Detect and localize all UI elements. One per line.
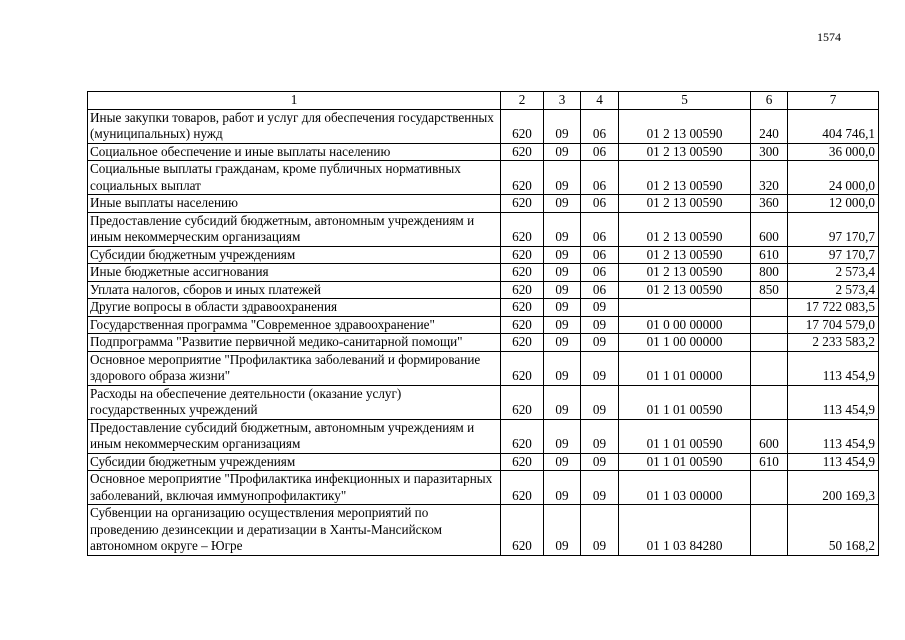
cell-expense-type bbox=[751, 505, 788, 556]
cell-expense-type bbox=[751, 334, 788, 352]
cell-subsection: 06 bbox=[581, 161, 619, 195]
cell-expense-type: 320 bbox=[751, 161, 788, 195]
table-row bbox=[88, 299, 879, 317]
cell-target-article bbox=[619, 299, 751, 317]
row-name: Основное мероприятие "Профилактика заболеваний и формирование здорового образа жизни" bbox=[88, 351, 501, 385]
cell-section: 09 bbox=[544, 109, 581, 143]
cell-target-article: 01 2 13 00590 bbox=[619, 109, 751, 143]
table-row bbox=[88, 246, 879, 264]
cell-amount: 50 168,2 bbox=[788, 505, 879, 556]
cell-admin-code: 620 bbox=[501, 316, 544, 334]
header-col-7: 7 bbox=[788, 92, 879, 110]
header-row bbox=[88, 92, 879, 110]
cell-section: 09 bbox=[544, 453, 581, 471]
cell-amount: 200 169,3 bbox=[788, 471, 879, 505]
cell-expense-type: 610 bbox=[751, 246, 788, 264]
row-name: Иные закупки товаров, работ и услуг для обеспечения государственных (муниципальных) нужд bbox=[88, 109, 501, 143]
cell-section: 09 bbox=[544, 316, 581, 334]
cell-admin-code: 620 bbox=[501, 385, 544, 419]
cell-target-article: 01 1 00 00000 bbox=[619, 334, 751, 352]
row-name: Расходы на обеспечение деятельности (оказание услуг) государственных учреждений bbox=[88, 385, 501, 419]
cell-subsection: 06 bbox=[581, 143, 619, 161]
cell-section: 09 bbox=[544, 143, 581, 161]
cell-admin-code: 620 bbox=[501, 212, 544, 246]
cell-admin-code: 620 bbox=[501, 246, 544, 264]
cell-section: 09 bbox=[544, 385, 581, 419]
cell-target-article: 01 2 13 00590 bbox=[619, 161, 751, 195]
row-name: Уплата налогов, сборов и иных платежей bbox=[88, 281, 501, 299]
table-row bbox=[88, 419, 879, 453]
cell-amount: 2 233 583,2 bbox=[788, 334, 879, 352]
cell-subsection: 06 bbox=[581, 246, 619, 264]
cell-amount: 404 746,1 bbox=[788, 109, 879, 143]
cell-subsection: 06 bbox=[581, 109, 619, 143]
table-row bbox=[88, 161, 879, 195]
cell-subsection: 09 bbox=[581, 351, 619, 385]
cell-admin-code: 620 bbox=[501, 143, 544, 161]
table-row bbox=[88, 195, 879, 213]
cell-admin-code: 620 bbox=[501, 264, 544, 282]
table-row bbox=[88, 264, 879, 282]
cell-admin-code: 620 bbox=[501, 299, 544, 317]
cell-amount: 2 573,4 bbox=[788, 264, 879, 282]
table-row bbox=[88, 471, 879, 505]
cell-expense-type: 850 bbox=[751, 281, 788, 299]
cell-expense-type: 600 bbox=[751, 419, 788, 453]
cell-expense-type bbox=[751, 299, 788, 317]
cell-expense-type bbox=[751, 471, 788, 505]
row-name: Социальные выплаты гражданам, кроме публичных нормативных социальных выплат bbox=[88, 161, 501, 195]
cell-expense-type: 360 bbox=[751, 195, 788, 213]
table-row bbox=[88, 109, 879, 143]
cell-target-article: 01 2 13 00590 bbox=[619, 212, 751, 246]
cell-expense-type bbox=[751, 385, 788, 419]
cell-section: 09 bbox=[544, 419, 581, 453]
cell-subsection: 09 bbox=[581, 385, 619, 419]
cell-amount: 24 000,0 bbox=[788, 161, 879, 195]
cell-amount: 12 000,0 bbox=[788, 195, 879, 213]
row-name: Государственная программа "Современное здравоохранение" bbox=[88, 316, 501, 334]
cell-admin-code: 620 bbox=[501, 351, 544, 385]
cell-expense-type: 610 bbox=[751, 453, 788, 471]
cell-admin-code: 620 bbox=[501, 161, 544, 195]
cell-target-article: 01 1 03 00000 bbox=[619, 471, 751, 505]
cell-target-article: 01 1 01 00590 bbox=[619, 453, 751, 471]
table-row bbox=[88, 351, 879, 385]
page-number: 1574 bbox=[817, 30, 841, 44]
cell-amount: 97 170,7 bbox=[788, 246, 879, 264]
cell-section: 09 bbox=[544, 161, 581, 195]
cell-amount: 113 454,9 bbox=[788, 453, 879, 471]
cell-target-article: 01 0 00 00000 bbox=[619, 316, 751, 334]
cell-section: 09 bbox=[544, 212, 581, 246]
row-name: Предоставление субсидий бюджетным, автономным учреждениям и иным некоммерческим организациям bbox=[88, 419, 501, 453]
cell-admin-code: 620 bbox=[501, 471, 544, 505]
cell-expense-type: 240 bbox=[751, 109, 788, 143]
header-col-6: 6 bbox=[751, 92, 788, 110]
cell-section: 09 bbox=[544, 281, 581, 299]
table-row bbox=[88, 281, 879, 299]
cell-section: 09 bbox=[544, 299, 581, 317]
row-name: Субвенции на организацию осуществления мероприятий по проведению дезинсекции и дератизации в Ханты-Мансийском автономном округе – Югре bbox=[88, 505, 501, 556]
header-col-1: 1 bbox=[88, 92, 501, 110]
cell-subsection: 09 bbox=[581, 334, 619, 352]
cell-target-article: 01 2 13 00590 bbox=[619, 143, 751, 161]
header-col-4: 4 bbox=[581, 92, 619, 110]
cell-target-article: 01 1 01 00000 bbox=[619, 351, 751, 385]
table-row bbox=[88, 316, 879, 334]
cell-admin-code: 620 bbox=[501, 505, 544, 556]
budget-table bbox=[87, 91, 879, 556]
table-row bbox=[88, 334, 879, 352]
header-col-2: 2 bbox=[501, 92, 544, 110]
row-name: Подпрограмма "Развитие первичной медико-санитарной помощи" bbox=[88, 334, 501, 352]
cell-expense-type bbox=[751, 351, 788, 385]
cell-section: 09 bbox=[544, 264, 581, 282]
cell-section: 09 bbox=[544, 505, 581, 556]
cell-subsection: 06 bbox=[581, 195, 619, 213]
cell-subsection: 09 bbox=[581, 419, 619, 453]
cell-amount: 36 000,0 bbox=[788, 143, 879, 161]
cell-amount: 97 170,7 bbox=[788, 212, 879, 246]
row-name: Субсидии бюджетным учреждениям bbox=[88, 453, 501, 471]
row-name: Основное мероприятие "Профилактика инфекционных и паразитарных заболеваний, включая иммунопрофилактику" bbox=[88, 471, 501, 505]
cell-section: 09 bbox=[544, 351, 581, 385]
cell-admin-code: 620 bbox=[501, 453, 544, 471]
row-name: Субсидии бюджетным учреждениям bbox=[88, 246, 501, 264]
table-row bbox=[88, 453, 879, 471]
cell-subsection: 06 bbox=[581, 212, 619, 246]
cell-subsection: 06 bbox=[581, 264, 619, 282]
table-row bbox=[88, 505, 879, 556]
cell-subsection: 09 bbox=[581, 316, 619, 334]
cell-section: 09 bbox=[544, 334, 581, 352]
row-name: Иные бюджетные ассигнования bbox=[88, 264, 501, 282]
cell-amount: 17 704 579,0 bbox=[788, 316, 879, 334]
cell-expense-type: 800 bbox=[751, 264, 788, 282]
cell-amount: 2 573,4 bbox=[788, 281, 879, 299]
cell-amount: 113 454,9 bbox=[788, 351, 879, 385]
cell-amount: 17 722 083,5 bbox=[788, 299, 879, 317]
cell-admin-code: 620 bbox=[501, 334, 544, 352]
cell-target-article: 01 1 03 84280 bbox=[619, 505, 751, 556]
cell-subsection: 06 bbox=[581, 281, 619, 299]
table-row bbox=[88, 143, 879, 161]
cell-admin-code: 620 bbox=[501, 109, 544, 143]
cell-target-article: 01 2 13 00590 bbox=[619, 246, 751, 264]
cell-section: 09 bbox=[544, 471, 581, 505]
row-name: Предоставление субсидий бюджетным, автономным учреждениям и иным некоммерческим организациям bbox=[88, 212, 501, 246]
row-name: Другие вопросы в области здравоохранения bbox=[88, 299, 501, 317]
cell-section: 09 bbox=[544, 246, 581, 264]
cell-subsection: 09 bbox=[581, 453, 619, 471]
cell-admin-code: 620 bbox=[501, 419, 544, 453]
cell-target-article: 01 1 01 00590 bbox=[619, 419, 751, 453]
cell-target-article: 01 2 13 00590 bbox=[619, 281, 751, 299]
cell-expense-type bbox=[751, 316, 788, 334]
table-row bbox=[88, 212, 879, 246]
cell-target-article: 01 1 01 00590 bbox=[619, 385, 751, 419]
row-name: Иные выплаты населению bbox=[88, 195, 501, 213]
cell-subsection: 09 bbox=[581, 299, 619, 317]
cell-target-article: 01 2 13 00590 bbox=[619, 264, 751, 282]
cell-admin-code: 620 bbox=[501, 281, 544, 299]
cell-amount: 113 454,9 bbox=[788, 419, 879, 453]
cell-subsection: 09 bbox=[581, 471, 619, 505]
cell-target-article: 01 2 13 00590 bbox=[619, 195, 751, 213]
header-col-5: 5 bbox=[619, 92, 751, 110]
cell-expense-type: 300 bbox=[751, 143, 788, 161]
header-col-3: 3 bbox=[544, 92, 581, 110]
cell-admin-code: 620 bbox=[501, 195, 544, 213]
cell-section: 09 bbox=[544, 195, 581, 213]
cell-subsection: 09 bbox=[581, 505, 619, 556]
table-row bbox=[88, 385, 879, 419]
cell-expense-type: 600 bbox=[751, 212, 788, 246]
row-name: Социальное обеспечение и иные выплаты населению bbox=[88, 143, 501, 161]
cell-amount: 113 454,9 bbox=[788, 385, 879, 419]
